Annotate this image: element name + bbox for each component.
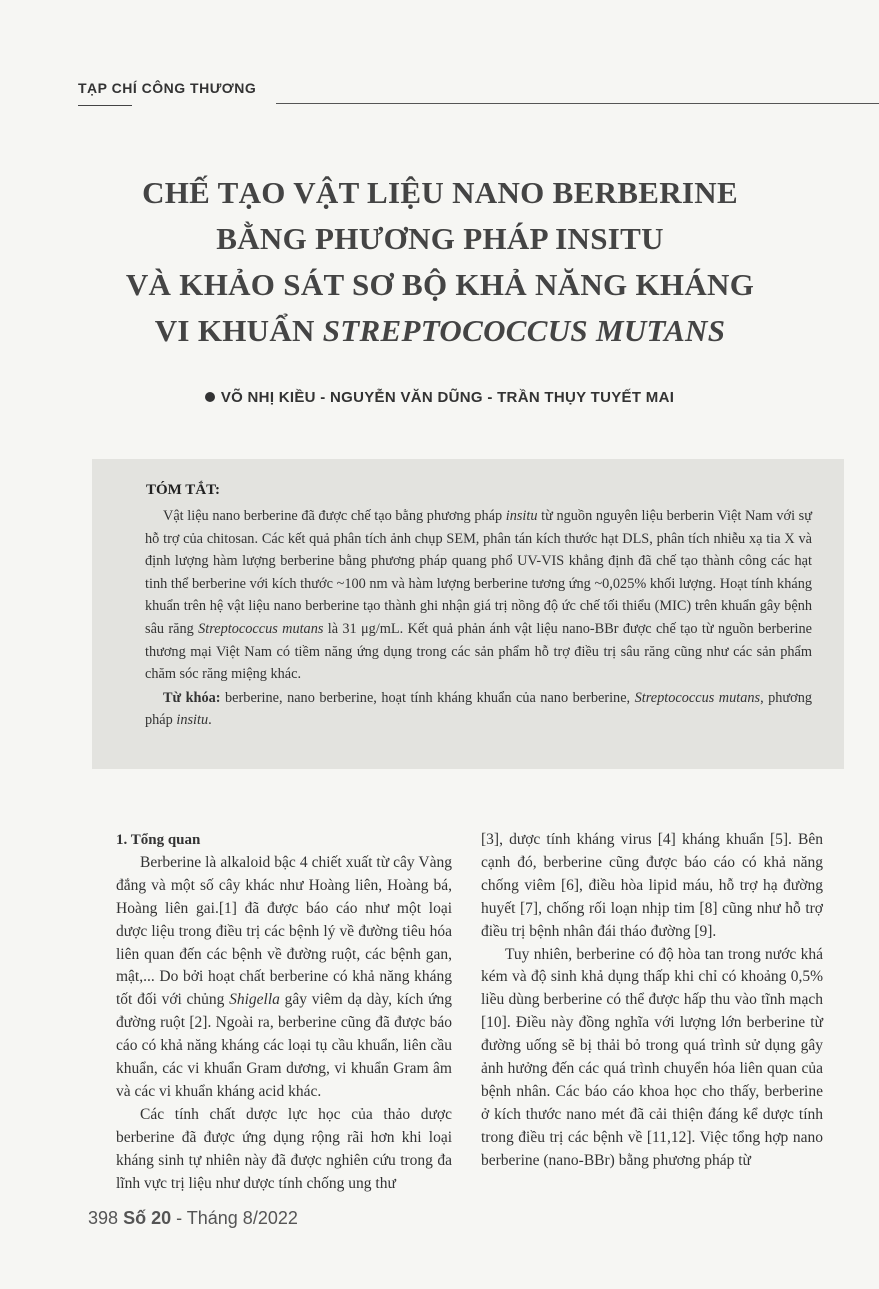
abstract-insitu: insitu <box>505 508 538 524</box>
title-line-1: CHẾ TẠO VẬT LIỆU NANO BERBERINE <box>142 175 738 210</box>
author-list <box>0 389 879 406</box>
header-rule-short <box>78 105 132 106</box>
body-column-right <box>481 829 823 1173</box>
article-title <box>80 170 800 354</box>
body-paragraph: Tuy nhiên, berberine có độ hòa tan trong nước khá kém và độ sinh khả dụng thấp khi chỉ có khoảng 0,5% liều dùng berberine có thể được hấp thu vào tĩnh mạch [10]. Điều này đồng nghĩa với lượng lớn berberine từ đường uống sẽ bị thải bỏ trong quá trình sử dụng gây ảnh hưởng đến các quá trình chuyển hóa liên quan của bệnh nhân. Các báo cáo khoa học cho thấy, berberine ở kích thước nano mét đã cải thiện đáng kể dược tính trong điều trị các bệnh về [11,12]. Việc tổng hợp nano berberine (nano-BBr) bằng phương pháp từ <box>481 945 823 1169</box>
page-number: 398 <box>88 1208 119 1228</box>
authors-text: VÕ NHỊ KIỀU - NGUYỄN VĂN DŨNG - TRẦN THỤY TUYẾT MAI <box>220 389 675 406</box>
abstract-text: là 31 μg/mL. Kết quả phản ánh vật liệu nano-BBr được chế tạo từ nguồn berberine thương mại Việt Nam có tiềm năng ứng dụng trong các sản phẩm hỗ trợ điều trị sâu răng cũng như các sản phẩm chăm sóc răng miệng khác. <box>145 620 812 683</box>
title-species: STREPTOCOCCUS MUTANS <box>322 313 726 348</box>
abstract-text: từ nguồn nguyên liệu berberin Việt Nam với sự hỗ trợ của chitosan. Các kết quả phân tích ảnh chụp SEM, phân tán kích thước hạt DLS, phân tích nhiễu xạ tia X và định lượng hàm lượng berberine bằng phương pháp quang phổ UV-VIS khẳng định đã chế tạo thành công các hạt tinh thể berberine với kích thước ~100 nm và hàm lượng berberine tương ứng ~0,025% khối lượng. Hoạt tính kháng khuẩn trên hệ vật liệu nano berberine tạo thành ghi nhận giá trị nồng độ ức chế tối thiểu (MIC) trên khuẩn gây bệnh sâu răng <box>145 508 812 637</box>
issue-number: Số 20 <box>123 1208 172 1228</box>
page-footer <box>88 1208 298 1229</box>
keywords-label: Từ khóa: <box>163 689 221 706</box>
keywords-text: . <box>208 712 212 729</box>
header-rule-long <box>276 103 879 104</box>
keywords-species: Streptococcus mutans <box>634 689 761 706</box>
keywords-insitu: insitu <box>176 712 209 729</box>
journal-name: TẠP CHÍ CÔNG THƯƠNG <box>78 80 257 96</box>
title-line-4-plain: VI KHUẨN <box>154 313 323 348</box>
abstract-species: Streptococcus mutans <box>198 620 324 637</box>
abstract-text: Vật liệu nano berberine đã được chế tạo bằng phương pháp <box>163 508 506 524</box>
body-text: Berberine là alkaloid bậc 4 chiết xuất từ cây Vàng đắng và một số cây khác như Hoàng liên, Hoàng bá, Hoàng liên gai.[1] đã được báo cáo như một loại dược liệu trong điều trị các bệnh lý về đường tiêu hóa liên quan đến các bệnh về đường ruột, các bệnh gan, mật,... Do bởi hoạt chất berberine có khả năng kháng tốt đối với chủng <box>116 853 452 1009</box>
title-line-4 <box>80 308 800 354</box>
abstract-body <box>145 505 812 732</box>
abstract-paragraph <box>145 505 812 686</box>
bullet-icon <box>205 392 215 402</box>
keywords <box>145 687 812 732</box>
title-line-3: VÀ KHẢO SÁT SƠ BỘ KHẢ NĂNG KHÁNG <box>125 267 755 302</box>
keywords-text: berberine, nano berberine, hoạt tính kháng khuẩn của nano berberine, <box>220 689 635 706</box>
running-header <box>78 78 858 108</box>
body-paragraph: Các tính chất dược lực học của thảo dược berberine đã được ứng dụng rộng rãi hơn khi loại kháng sinh tự nhiên này đã được nghiên cứu trong đa lĩnh vực trị liệu như dược tính chống ung thư <box>116 1105 452 1192</box>
body-shigella: Shigella <box>229 991 280 1009</box>
abstract-heading: TÓM TẮT: <box>146 482 221 498</box>
title-line-2: BẰNG PHƯƠNG PHÁP INSITU <box>216 221 664 256</box>
issue-date: - Tháng 8/2022 <box>171 1208 298 1228</box>
body-column-left <box>116 829 452 1196</box>
body-paragraph: [3], dược tính kháng virus [4] kháng khuẩn [5]. Bên cạnh đó, berberine cũng được báo cáo có khả năng chống viêm [6], điều hòa lipid máu, hỗ trợ hạ đường huyết [7], chống rối loạn nhịp tim [8] cũng như hỗ trợ điều trị bệnh nhân đái tháo đường [9]. <box>481 831 823 940</box>
keywords-text: , phương pháp <box>145 689 813 729</box>
body-paragraph <box>116 852 452 1104</box>
body-text: gây viêm dạ dày, kích ứng đường ruột [2]. Ngoài ra, berberine cũng đã được báo cáo có khả năng kháng các loại tụ cầu khuẩn, liên cầu khuẩn, các vi khuẩn Gram dương, vi khuẩn Gram âm và các vi khuẩn kháng acid khác. <box>116 991 452 1100</box>
section-heading: 1. Tổng quan <box>116 832 201 848</box>
